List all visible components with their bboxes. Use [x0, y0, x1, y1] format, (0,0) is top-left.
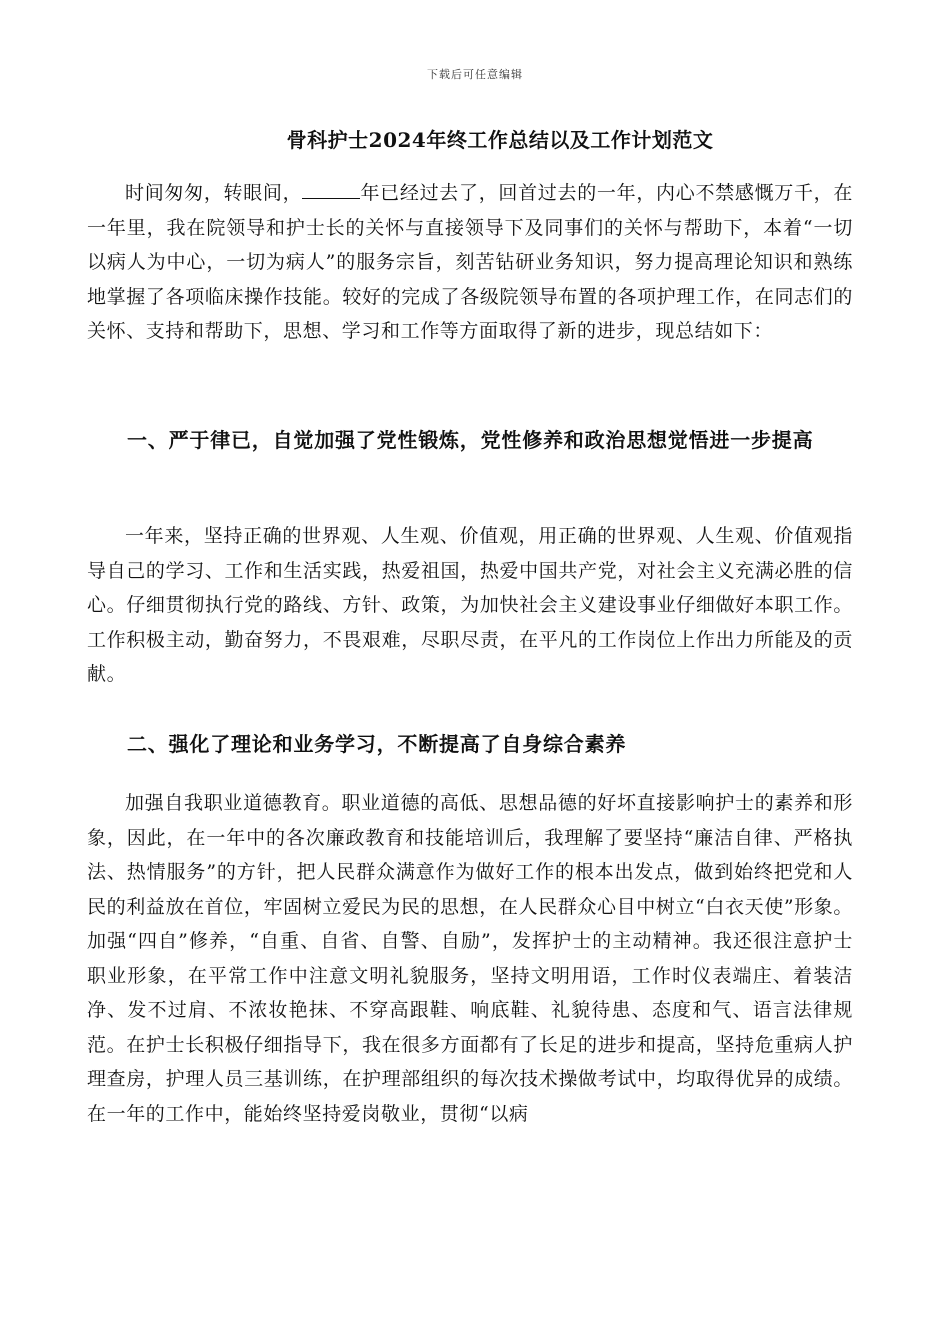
intro-text-start: 时间匆匆，转眼间， — [125, 182, 303, 204]
section-paragraph-2: 加强自我职业道德教育。职业道德的高低、思想品德的好坏直接影响护士的素养和形象，因此，在一年中的各次廉政教育和技能培训后，我理解了要坚持“廉洁自律、严格执法、热情服务”的方针，把人民群众满意作为做好工作的根本出发点，做到始终把党和人民的利益放在首位，牢固树立爱民为民的思想，在人民群众心目中树立“白衣天使”形象。加强“四自”修养，“自重、自省、自警、自励”，发挥护士的主动精神。我还很注意护士职业形象，在平常工作中注意文明礼貌服务，坚持文明用语，工作时仪表端庄、着装洁净、发不过肩、不浓妆艳抹、不穿高跟鞋、响底鞋、礼貌待患、态度和气、语言法律规范。在护士长积极仔细指导下，我在很多方面都有了长足的进步和提高，坚持危重病人护理查房，护理人员三基训练，在护理部组织的每次技术操做考试中，均取得优异的成绩。在一年的工作中，能始终坚持爱岗敬业，贯彻“以病 — [87, 792, 853, 1125]
section-heading-2: 二、强化了理论和业务学习，不断提高了自身综合素养 — [127, 732, 627, 756]
header-note: 下载后可任意编辑 — [427, 68, 523, 81]
section-paragraph-1: 一年来，坚持正确的世界观、人生观、价值观，用正确的世界观、人生观、价值观指导自己的学习、工作和生活实践，热爱祖国，热爱中国共产党，对社会主义充满必胜的信心。仔细贯彻执行党的路线、方针、政策，为加快社会主义建设事业仔细做好本职工作。工作积极主动，勤奋努力，不畏艰难，尽职尽责，在平凡的工作岗位上作出力所能及的贡献。 — [87, 525, 853, 685]
intro-text-rest: 年已经过去了，回首过去的一年，内心不禁感慨万千，在一年里，我在院领导和护士长的关怀与直接领导下及同事们的关怀与帮助下，本着“一切以病人为中心，一切为病人”的服务宗旨，刻苦钻研业务知识，努力提高理论知识和熟练地掌握了各项临床操作技能。较好的完成了各级院领导布置的各项护理工作，在同志们的关怀、支持和帮助下，思想、学习和工作等方面取得了新的进步，现总结如下： — [87, 182, 853, 342]
section-heading-1: 一、严于律已，自觉加强了党性锻炼，党性修养和政治思想觉悟进一步提高 — [127, 428, 814, 452]
document-title: 骨科护士2024年终工作总结以及工作计划范文 — [286, 128, 714, 152]
year-blank — [302, 182, 360, 199]
intro-paragraph — [87, 176, 853, 349]
